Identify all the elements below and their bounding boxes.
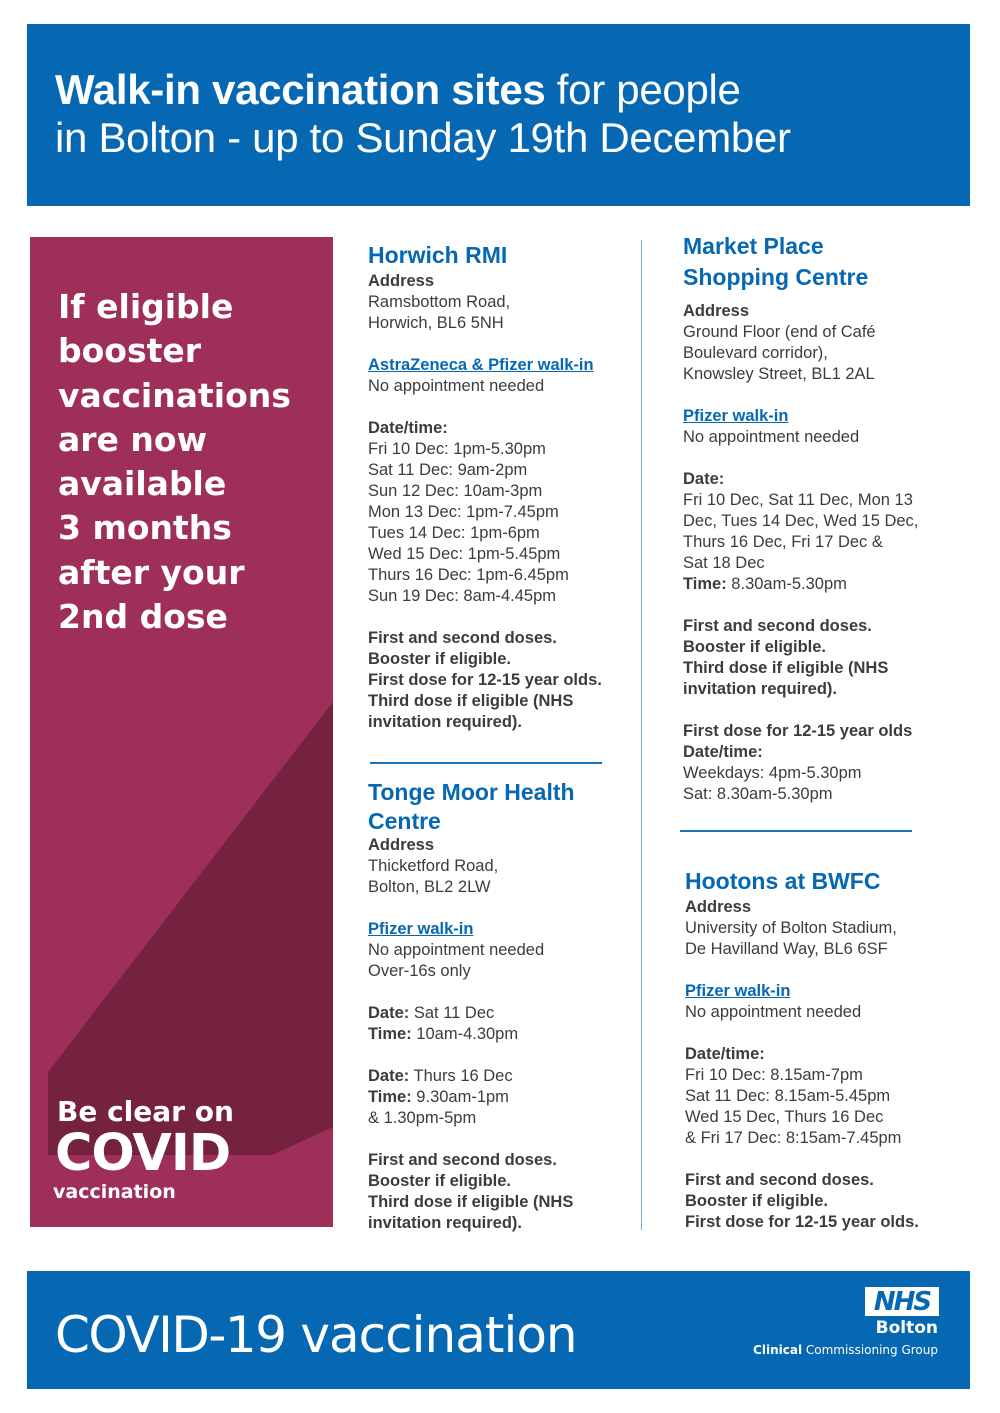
date-label: Date: [368,1003,410,1022]
promo-line: 3 months [58,508,232,548]
schedule-line: & Fri 17 Dec: 8:15am-7.45pm [685,1128,902,1147]
address-label: Address [685,897,752,916]
appointment-note: No appointment needed [683,428,860,446]
section-divider [680,830,912,832]
dates-line: Fri 10 Dec, Sat 11 Dec, Mon 13 [683,491,913,509]
session-time [368,1024,575,1045]
promo-line: after your [58,552,245,592]
footer-title-rest: vaccination [285,1306,577,1364]
eligibility-note: invitation required). [368,712,523,731]
promo-line: booster [58,331,202,371]
org-name: Bolton [875,1318,938,1338]
site-tonge-moor-health-centre [368,777,575,1234]
youth-dose-label: First dose for 12-15 year olds [683,722,913,740]
site-market-place-shopping-centre [683,231,918,805]
schedule-line: Mon 13 Dec: 1pm-7.45pm [368,502,559,521]
vaccine-walk-in-link[interactable]: Pfizer walk-in [368,919,474,938]
date-value: Thurs 16 Dec [409,1066,513,1085]
section-divider [370,762,602,764]
datetime-label: Date/time: [685,1044,765,1063]
address-line: De Havilland Way, BL6 6SF [685,939,888,958]
eligibility-note: First and second doses. [685,1170,874,1189]
vaccine-walk-in-link[interactable]: Pfizer walk-in [683,407,789,425]
eligibility-note: invitation required). [683,680,838,698]
address-label: Address [683,302,750,320]
eligibility-note: First dose for 12-15 year olds. [368,670,602,689]
site-hootons-at-bwfc [685,866,919,1233]
header-banner [27,24,970,206]
site-horwich-rmi [368,240,602,733]
promo-line: vaccinations [58,375,291,415]
eligibility-note: invitation required). [368,1213,523,1232]
schedule-line: Wed 15 Dec, Thurs 16 Dec [685,1107,884,1126]
session-time [368,1087,575,1108]
address-line: University of Bolton Stadium, [685,918,897,937]
schedule-line: Fri 10 Dec: 8.15am-7pm [685,1065,863,1084]
session-date [368,1066,575,1087]
booster-promo-panel [30,237,333,1227]
youth-schedule-line: Weekdays: 4pm-5.30pm [683,764,862,782]
column-divider [641,240,642,1230]
site-title-line-1: Market Place [683,233,824,259]
eligibility-note: Third dose if eligible (NHS [368,691,574,710]
footer-title [55,1305,577,1365]
session-time [683,574,918,595]
site-title: Hootons at BWFC [685,868,881,894]
site-title-line-1: Tonge Moor Health [368,779,575,805]
title-bold: Walk-in vaccination sites [55,66,546,113]
date-value: Sat 11 Dec [409,1003,495,1022]
page-title-line-2: in Bolton - up to Sunday 19th December [55,114,791,161]
vaccine-walk-in-link[interactable]: Pfizer walk-in [685,981,791,1000]
schedule-line: Sun 19 Dec: 8am-4.45pm [368,586,557,605]
site-title: Horwich RMI [368,242,508,268]
session-date [368,1003,575,1024]
org-subtitle-bold: Clinical [753,1343,803,1357]
dates-line: Thurs 16 Dec, Fri 17 Dec & [683,533,883,551]
address-line: Thicketford Road, [368,856,499,875]
schedule-line: Sun 12 Dec: 10am-3pm [368,481,543,500]
schedule-line: Fri 10 Dec: 1pm-5.30pm [368,439,546,458]
time-label: Time: [683,575,727,593]
eligibility-note: Booster if eligible. [368,649,512,668]
schedule-line: Sat 11 Dec: 9am-2pm [368,460,528,479]
youth-datetime-label: Date/time: [683,743,763,761]
campaign-logo-line-2: COVID [55,1124,231,1183]
footer-banner [27,1271,970,1389]
schedule-line: Wed 15 Dec: 1pm-5.45pm [368,544,561,563]
site-title-line-2: Centre [368,807,441,834]
time-value: 8.30am-5.30pm [726,575,847,593]
promo-line: If eligible [58,287,234,326]
schedule-line: Thurs 16 Dec: 1pm-6.45pm [368,565,569,584]
footer-title-bold: COVID-19 [55,1306,286,1364]
promo-line: available [58,464,227,504]
session-time-extra: & 1.30pm-5pm [368,1108,477,1127]
date-label: Date: [368,1066,410,1085]
eligibility-note: Third dose if eligible (NHS [368,1192,574,1211]
promo-line: are now [58,419,208,459]
booster-promo-text [58,285,291,639]
address-line: Ramsbottom Road, [368,292,511,311]
address-line: Knowsley Street, BL1 2AL [683,365,875,383]
eligibility-note: Booster if eligible. [685,1191,829,1210]
nhs-logo: NHS [865,1287,939,1316]
dates-line: Sat 18 Dec [683,554,765,572]
date-label: Date: [683,470,725,488]
address-label: Address [368,835,435,854]
age-restriction: Over-16s only [368,961,471,980]
address-label: Address [368,271,435,290]
address-line: Ground Floor (end of Café [683,323,876,341]
address-line: Horwich, BL6 5NH [368,313,504,332]
time-value: 10am-4.30pm [411,1024,519,1043]
schedule-line: Tues 14 Dec: 1pm-6pm [368,523,540,542]
page-title-line-1 [55,66,741,114]
eligibility-note: Third dose if eligible (NHS [683,659,889,677]
title-rest: for people [545,66,741,113]
time-label: Time: [368,1087,412,1106]
eligibility-note: First and second doses. [368,628,557,647]
promo-line: 2nd dose [58,597,228,637]
eligibility-note: First and second doses. [368,1150,557,1169]
eligibility-note: Booster if eligible. [683,638,827,656]
dates-line: Dec, Tues 14 Dec, Wed 15 Dec, [683,512,919,530]
org-subtitle-rest: Commissioning Group [802,1343,938,1357]
datetime-label: Date/time: [368,418,448,437]
appointment-note: No appointment needed [368,376,545,395]
time-value: 9.30am-1pm [411,1087,509,1106]
time-label: Time: [368,1024,412,1043]
campaign-logo-line-1: Be clear on [57,1095,234,1128]
appointment-note: No appointment needed [685,1002,862,1021]
youth-schedule-line: Sat: 8.30am-5.30pm [683,785,833,803]
site-title-line-2: Shopping Centre [683,263,869,290]
eligibility-note: First dose for 12-15 year olds. [685,1212,919,1231]
schedule-line: Sat 11 Dec: 8.15am-5.45pm [685,1086,891,1105]
campaign-logo-line-3: vaccination [53,1181,176,1203]
eligibility-note: First and second doses. [683,617,872,635]
dark-diagonal-shape [48,702,333,1155]
eligibility-note: Booster if eligible. [368,1171,512,1190]
org-subtitle [753,1343,938,1357]
address-line: Boulevard corridor), [683,344,828,362]
address-line: Bolton, BL2 2LW [368,877,491,896]
vaccine-walk-in-link[interactable]: AstraZeneca & Pfizer walk-in [368,355,594,374]
appointment-note: No appointment needed [368,940,545,959]
